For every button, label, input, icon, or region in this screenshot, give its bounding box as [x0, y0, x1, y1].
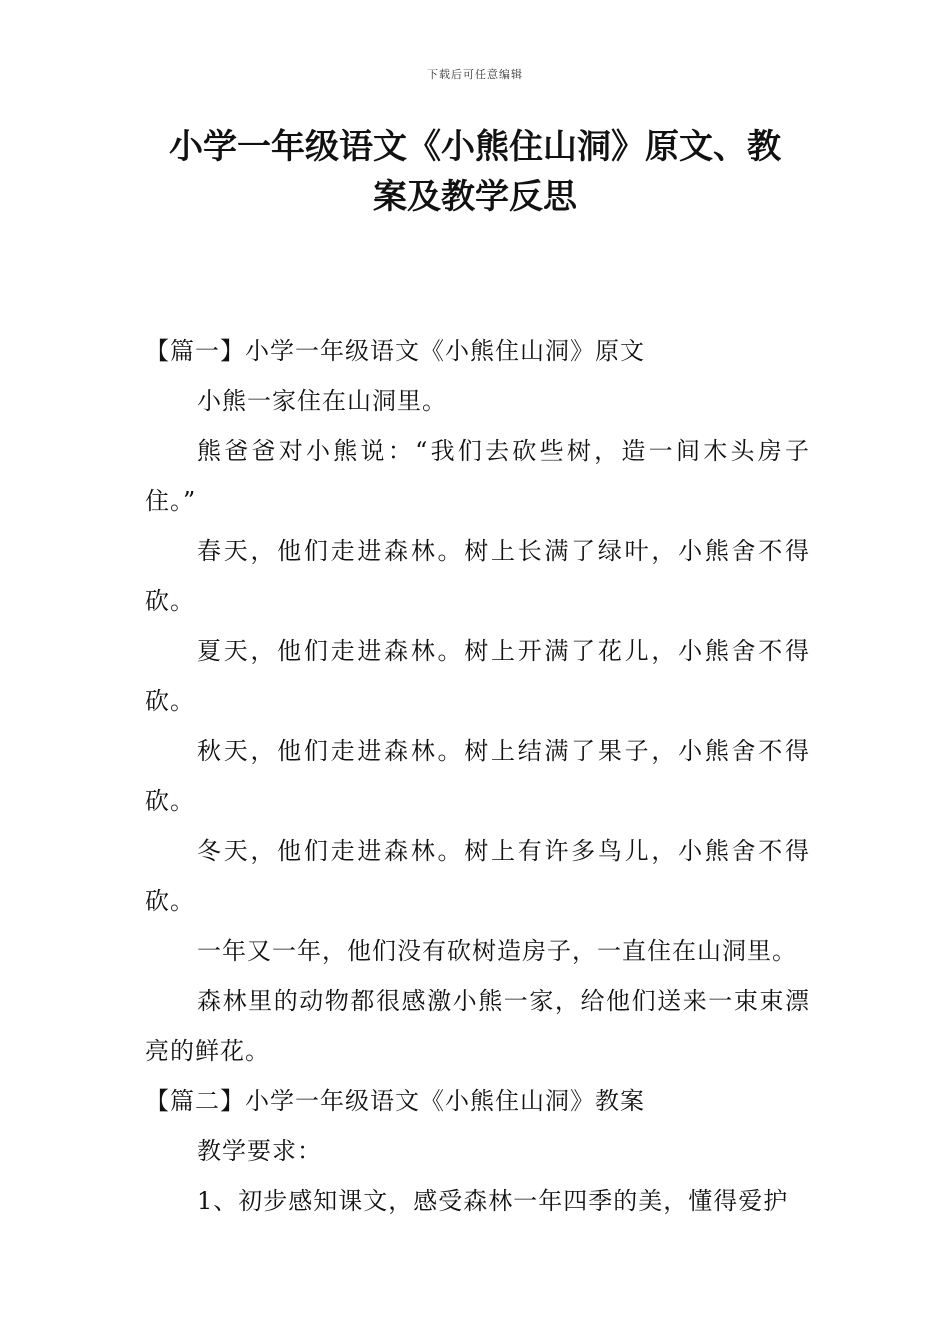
paragraph: 春天，他们走进森林。树上长满了绿叶，小熊舍不得砍。	[145, 537, 810, 615]
paragraph: 夏天，他们走进森林。树上开满了花儿，小熊舍不得砍。	[145, 637, 810, 715]
paragraph: 教学要求：	[197, 1137, 322, 1165]
paragraph: 秋天，他们走进森林。树上结满了果子，小熊舍不得砍。	[145, 737, 810, 815]
paragraph: 一年又一年，他们没有砍树造房子，一直住在山洞里。	[197, 937, 797, 965]
title-line-2: 案及教学反思	[373, 177, 577, 217]
paragraph: 熊爸爸对小熊说：“我们去砍些树，造一间木头房子住。”	[145, 437, 810, 515]
paragraph: 森林里的动物都很感激小熊一家，给他们送来一束束漂亮的鲜花。	[145, 987, 810, 1065]
document-title	[120, 122, 830, 222]
paragraph: 小熊一家住在山洞里。	[197, 387, 447, 415]
header-note: 下载后可任意编辑	[427, 68, 523, 81]
section-heading-1: 【篇一】小学一年级语文《小熊住山洞》原文	[145, 337, 645, 365]
section-heading-2: 【篇二】小学一年级语文《小熊住山洞》教案	[145, 1087, 645, 1115]
paragraph: 冬天，他们走进森林。树上有许多鸟儿，小熊舍不得砍。	[145, 837, 810, 915]
paragraph: 1、初步感知课文，感受森林一年四季的美，懂得爱护	[197, 1187, 789, 1215]
title-line-1: 小学一年级语文《小熊住山洞》原文、教	[169, 127, 781, 167]
document-body	[145, 326, 810, 1226]
